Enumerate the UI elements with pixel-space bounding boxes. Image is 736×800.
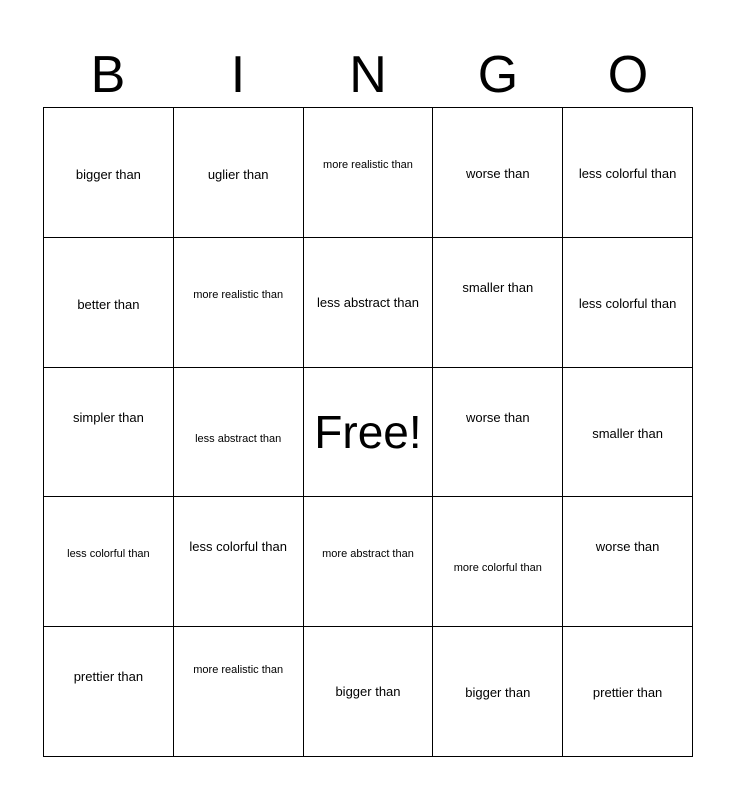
cell-label: less colorful than [578,166,677,181]
cell-label: bigger than [75,167,141,182]
bingo-cell[interactable] [174,238,304,368]
bingo-cell[interactable] [563,368,693,498]
header-letter-o: O [607,46,649,104]
cell-label: prettier than [73,669,144,685]
free-label: Free! [314,405,422,458]
bingo-cell[interactable] [44,497,174,627]
header-letter-n: N [349,46,387,104]
cell-label: less colorful than [578,295,677,311]
cell-label: less colorful than [189,539,287,555]
bingo-cell[interactable] [304,238,434,368]
bingo-cell[interactable] [563,238,693,368]
cell-label: worse than [595,539,660,555]
bingo-cell[interactable] [433,108,563,238]
cell-label: simpler than [72,409,144,425]
bingo-cell[interactable] [44,368,174,498]
bingo-cell[interactable] [563,108,693,238]
bingo-cell[interactable] [433,368,563,498]
bingo-cell[interactable] [174,627,304,757]
cell-label: bigger than [335,684,401,700]
bingo-cell[interactable] [433,627,563,757]
free-space[interactable] [304,368,434,498]
cell-label: better than [77,296,140,312]
header-letter-i: I [230,46,246,104]
cell-label: prettier than [592,685,663,701]
bingo-cell[interactable] [44,238,174,368]
cell-label: more realistic than [323,159,413,171]
bingo-cell[interactable] [304,108,434,238]
bingo-cell[interactable] [563,627,693,757]
cell-label: worse than [465,166,530,181]
cell-label: uglier than [207,167,269,182]
cell-label: worse than [465,409,530,425]
cell-label: less abstract than [195,432,282,445]
bingo-cell[interactable] [174,368,304,498]
cell-label: bigger than [465,685,531,701]
bingo-cell[interactable] [433,497,563,627]
bingo-cell[interactable] [433,238,563,368]
cell-label: less abstract than [317,294,419,310]
bingo-cell[interactable] [44,627,174,757]
bingo-cell[interactable] [174,497,304,627]
bingo-grid [43,107,693,757]
bingo-cell[interactable] [304,627,434,757]
cell-label: smaller than [462,279,534,295]
header-letter-b: B [90,46,126,104]
cell-label: more realistic than [193,664,284,677]
bingo-cell[interactable] [563,497,693,627]
cell-label: smaller than [592,425,663,441]
bingo-header [43,42,693,108]
cell-label: more abstract than [322,548,414,561]
bingo-cell[interactable] [174,108,304,238]
cell-label: more realistic than [193,288,284,301]
bingo-cell[interactable] [304,497,434,627]
bingo-cell[interactable] [44,108,174,238]
cell-label: less colorful than [67,548,150,561]
header-letter-g: G [477,46,519,104]
cell-label: more colorful than [453,562,542,575]
